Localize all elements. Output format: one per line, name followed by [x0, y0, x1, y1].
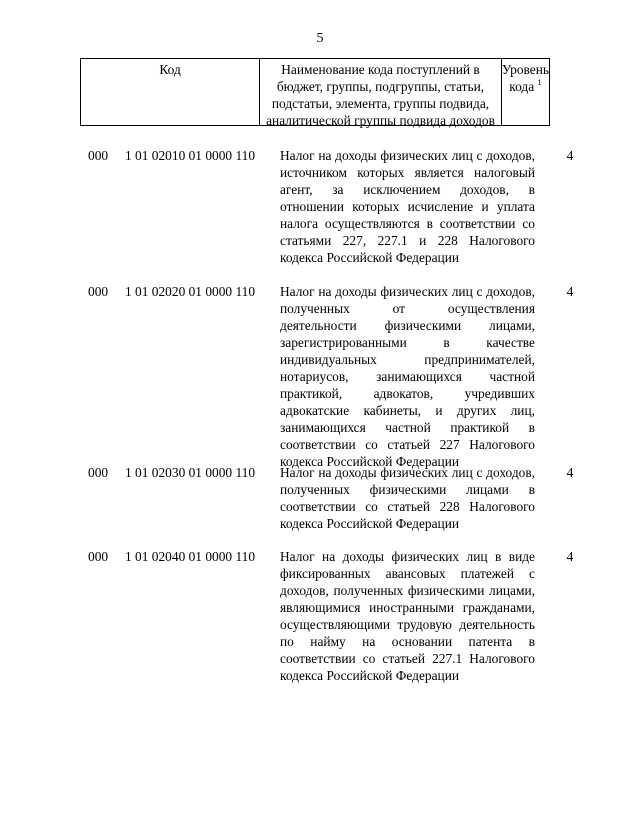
- row-code: 1 01 02020 01 0000 110: [125, 284, 256, 299]
- header-level: Уровень кода: [501, 62, 549, 94]
- header-code: Код: [81, 59, 260, 125]
- header-level-cell: [502, 59, 549, 125]
- row-prefix: 000: [88, 284, 109, 299]
- header-level-footnote: 1: [537, 78, 542, 87]
- row-name: Налог на доходы физических лиц с доходов, источником которых является налоговый агент, за исключением доходов, в отношении которых исчисление и уплата налога осуществляются в соответствии со статьями 227, 227.1 и 228 Налогового кодекса Российской Федерации: [280, 148, 535, 265]
- row-level: 4: [566, 549, 574, 564]
- row-prefix: 000: [88, 465, 109, 480]
- row-code: 1 01 02030 01 0000 110: [125, 465, 256, 480]
- row-code: 1 01 02010 01 0000 110: [125, 148, 256, 163]
- row-prefix: 000: [88, 549, 109, 564]
- row-name: Налог на доходы физических лиц с доходов, полученных от осуществления деятельности физическими лицами, зарегистрированными в качестве индивидуальных предпринимателей, нотариусов, занимающихся частной практикой, адвокатов, учредивших адвокатские кабинеты, и других лиц, занимающихся частной практикой в соответствии со статьей 227 Налогового кодекса Российской Федерации: [280, 284, 535, 469]
- row-level: 4: [566, 148, 574, 163]
- row-code: 1 01 02040 01 0000 110: [125, 549, 256, 564]
- row-name: Налог на доходы физических лиц с доходов, полученных физическими лицами в соответствии со статьей 228 Налогового кодекса Российской Федерации: [280, 465, 535, 531]
- row-level: 4: [566, 284, 574, 299]
- header-name: Наименование кода поступлений в бюджет, группы, подгруппы, статьи, подстатьи, элемента, группы подвида, аналитической группы подвида доходов: [260, 59, 502, 125]
- row-level: 4: [566, 465, 574, 480]
- page-number: 5: [316, 31, 324, 46]
- row-name: Налог на доходы физических лиц в виде фиксированных авансовых платежей с доходов, полученных физическими лицами, являющимися иностранными гражданами, осуществляющими трудовую деятельность по найму на основании патента в соответствии со статьей 227.1 Налогового кодекса Российской Федерации: [280, 549, 535, 683]
- row-prefix: 000: [88, 148, 109, 163]
- table-header: [80, 58, 550, 126]
